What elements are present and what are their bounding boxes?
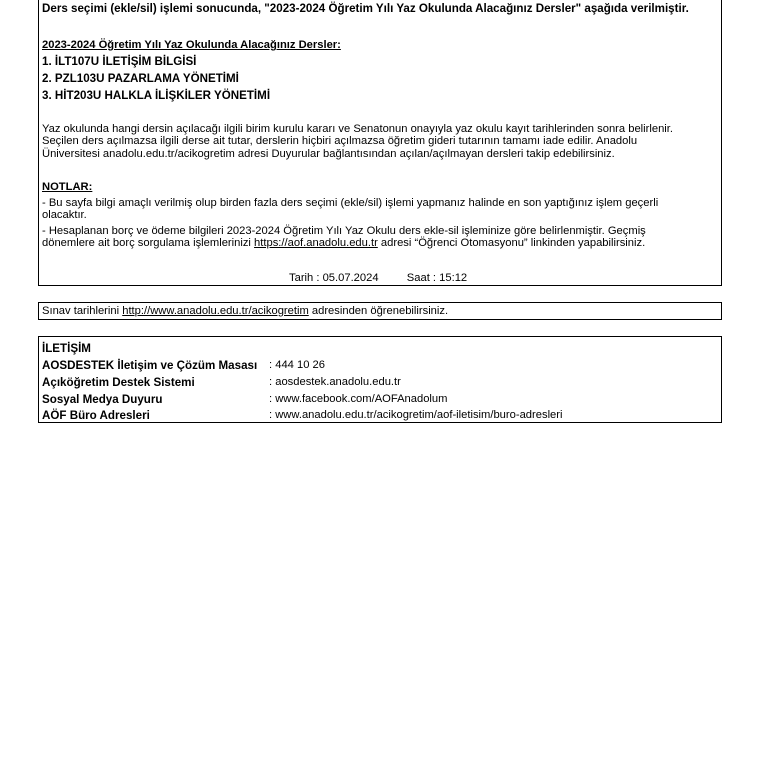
note-line: olacaktır. xyxy=(42,209,87,222)
exam-dates-text xyxy=(42,305,448,318)
contact-label: AÖF Büro Adresleri xyxy=(42,409,150,422)
course-item-1: 1. İLT107U İLETİŞİM BİLGİSİ xyxy=(42,55,197,68)
contact-heading: İLETİŞİM xyxy=(42,342,91,355)
timestamp xyxy=(289,272,467,284)
courses-heading: 2023-2024 Öğretim Yılı Yaz Okulunda Alacağınız Dersler: xyxy=(42,39,341,51)
contact-panel xyxy=(38,336,722,423)
info-line: Üniversitesi anadolu.edu.tr/acikogretim adresi Duyurular bağlantısından açılan/açılmayan dersleri takip edebilirsiniz. xyxy=(42,147,615,160)
note-text: adresi “Öğrenci Otomasyonu” linkinden yapabilirsiniz. xyxy=(377,237,646,250)
info-paragraph xyxy=(42,123,718,160)
note-2 xyxy=(42,225,718,250)
contact-value-office: : www.anadolu.edu.tr/acikogretim/aof-iletisim/buro-adresleri xyxy=(269,409,563,421)
note-line xyxy=(42,237,718,249)
course-selection-panel xyxy=(38,0,722,286)
aof-link[interactable]: https://aof.anadolu.edu.tr xyxy=(254,237,378,250)
intro-text: Ders seçimi (ekle/sil) işlemi sonucunda, "2023-2024 Öğretim Yılı Yaz Okulunda Alacağınız Dersler" aşağıda verilmiştir. xyxy=(42,2,689,15)
date-label: Tarih : 05.07.2024 xyxy=(289,272,379,284)
info-line: Seçilen ders açılmazsa ilgili derse ait tutar, derslerin hiçbiri açılmazsa öğretim gideri tutarının tamamı iade edilir. Anadolu xyxy=(42,135,638,148)
course-item-3: 3. HİT203U HALKLA İLİŞKİLER YÖNETİMİ xyxy=(42,89,271,102)
exam-text: adresinden öğrenebilirsiniz. xyxy=(308,305,449,317)
note-1 xyxy=(42,197,718,222)
exam-text: Sınav tarihlerini xyxy=(42,305,123,317)
course-item-2: 2. PZL103U PAZARLAMA YÖNETİMİ xyxy=(42,72,239,85)
contact-label: Açıköğretim Destek Sistemi xyxy=(42,376,195,389)
contact-value-phone: : 444 10 26 xyxy=(269,359,325,371)
note-line: - Bu sayfa bilgi amaçlı verilmiş olup birden fazla ders seçimi (ekle/sil) işlemi yapmanız halinde en son yaptığınız işlem geçerli xyxy=(42,197,659,209)
contact-value-social: : www.facebook.com/AOFAnadolum xyxy=(269,393,448,405)
contact-label: AOSDESTEK İletişim ve Çözüm Masası xyxy=(42,359,258,372)
exam-dates-panel xyxy=(38,302,722,320)
note-line: - Hesaplanan borç ve ödeme bilgileri 2023-2024 Öğretim Yılı Yaz Okulu ders ekle-sil işleminize göre belirlenmiştir. Geçmiş xyxy=(42,225,646,237)
time-label: Saat : 15:12 xyxy=(406,272,468,284)
info-line: Yaz okulunda hangi dersin açılacağı ilgili birim kurulu kararı ve Senatonun onayıyla yaz okulu kayıt tarihlerinden sonra belirlenir. xyxy=(42,123,673,135)
notes-heading: NOTLAR: xyxy=(42,181,93,193)
note-text: dönemlere ait borç sorgulama işlemlerinizi xyxy=(42,237,255,250)
contact-label: Sosyal Medya Duyuru xyxy=(42,393,163,406)
contact-value-support: : aosdestek.anadolu.edu.tr xyxy=(269,376,401,388)
acikogretim-link[interactable]: http://www.anadolu.edu.tr/acikogretim xyxy=(122,305,309,317)
